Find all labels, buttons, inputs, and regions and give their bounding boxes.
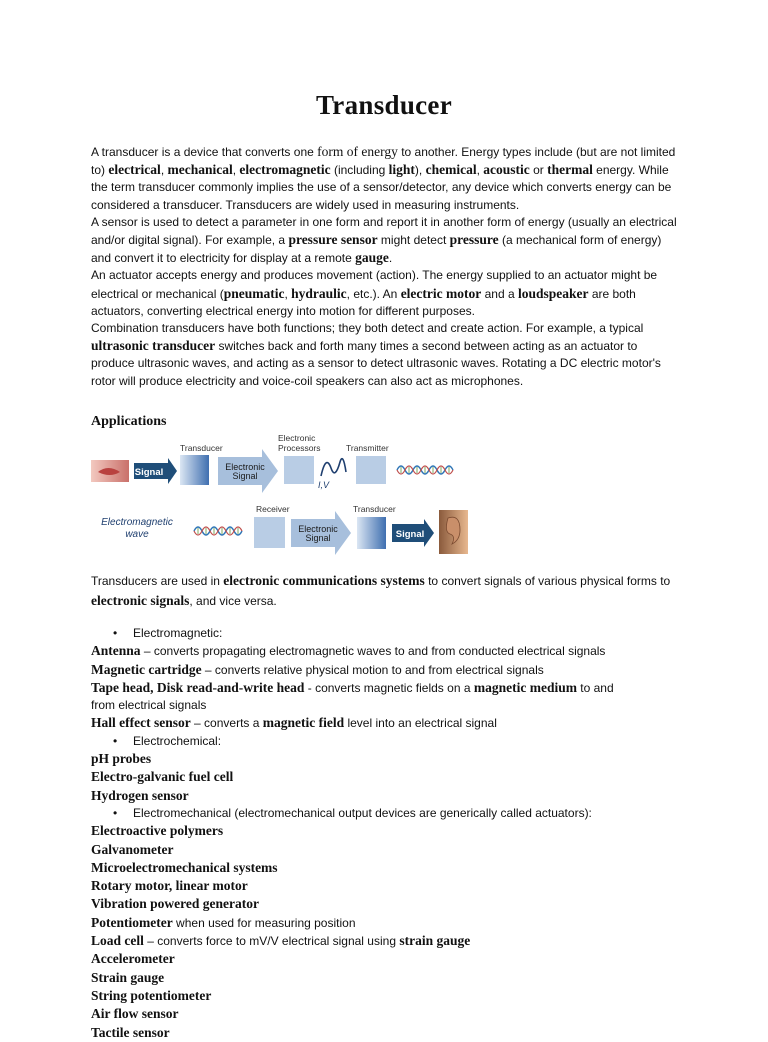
text-run: . <box>388 251 393 266</box>
link-pneumatic[interactable]: pneumatic <box>223 285 285 301</box>
link-ph-probes[interactable]: pH probes <box>91 751 152 767</box>
page-title: Transducer <box>316 90 452 120</box>
link-pressure[interactable]: pressure <box>449 232 499 248</box>
text-run: An actuator accepts energy and produces movement (action). The energy supplied to an actuator might be electrical or mechanical ( <box>91 268 658 301</box>
link-hydraulic[interactable]: hydraulic <box>291 285 347 301</box>
top-electronic-label-1: Electronic <box>225 462 265 472</box>
link-strain-gauge[interactable]: Strain gauge <box>91 969 165 985</box>
processors-box <box>284 456 314 484</box>
link-tape-head[interactable]: Tape head <box>91 679 151 695</box>
link-air-flow-sensor[interactable]: Air flow sensor <box>91 1006 179 1022</box>
diagram-svg <box>90 430 480 560</box>
bullet-icon: • <box>113 626 118 640</box>
link-vibration-generator[interactable]: Vibration powered generator <box>91 896 259 912</box>
link-string-potentiometer[interactable]: String potentiometer <box>91 987 212 1003</box>
text-run: , <box>232 163 240 178</box>
list-item <box>91 969 691 987</box>
item-desc: – converts force to mV/V electrical signal using <box>143 934 400 949</box>
usage-text <box>91 571 681 611</box>
link-electronic-communications[interactable]: electronic communications systems <box>223 573 425 588</box>
link-magnetic-cartridge[interactable]: Magnetic cartridge <box>91 661 202 677</box>
text-run: or <box>529 163 548 178</box>
bullet-icon: • <box>113 805 118 820</box>
text-run: Transducers are used in <box>91 574 224 588</box>
link-load-cell[interactable]: Load cell <box>91 933 144 949</box>
category-label: Electromagnetic: <box>133 626 223 640</box>
link-disk-head[interactable]: Disk read-and-write head <box>156 679 305 695</box>
top-dna-wave-icon <box>397 466 453 474</box>
bottom-electronic-label-1: Electronic <box>298 524 338 534</box>
link-electroactive-polymers[interactable]: Electroactive polymers <box>91 823 224 839</box>
link-accelerometer[interactable]: Accelerometer <box>91 951 175 967</box>
transmitter-box <box>356 456 386 484</box>
category-label: Electromechanical (electromechanical output devices are generically called actuators): <box>133 805 592 820</box>
text-run: , <box>160 163 168 178</box>
item-desc: from electrical signals <box>91 698 207 713</box>
link-light[interactable]: light <box>388 162 415 178</box>
text-run: (a mechanical form of energy) and convert it to electricity for display at a remote <box>91 233 662 266</box>
list-item <box>91 642 691 660</box>
receiver-label: Receiver <box>256 504 290 514</box>
list-item <box>91 932 691 950</box>
link-magnetic-medium[interactable]: magnetic medium <box>473 679 577 695</box>
text-run: might detect <box>377 233 450 248</box>
top-signal-label: Signal <box>134 467 164 478</box>
text-run: Combination transducers have both functions; they both detect and create action. For example, a typical <box>91 321 644 336</box>
list-item <box>91 1005 691 1023</box>
link-loudspeaker[interactable]: loudspeaker <box>517 285 589 301</box>
top-transducer-label: Transducer <box>180 443 223 453</box>
iv-label: I,V <box>318 480 330 490</box>
list-item <box>91 841 691 859</box>
text-run: ), <box>414 163 426 178</box>
bottom-transducer-box <box>357 517 386 549</box>
bottom-signal-label: Signal <box>395 529 425 540</box>
link-electric-motor[interactable]: electric motor <box>400 285 482 301</box>
link-acoustic[interactable]: acoustic <box>483 162 530 178</box>
text-run: energy. While the term transducer commonly implies the use of a sensor/detector, any device which converts energy can be considered a transducer. Transducers are widely used in measuring instruments. <box>91 163 672 212</box>
list-item <box>91 750 691 768</box>
list-item <box>91 914 691 932</box>
list-item <box>91 895 691 913</box>
link-chemical[interactable]: chemical <box>425 162 477 178</box>
item-desc: - converts magnetic fields on a <box>304 680 474 695</box>
link-tactile-sensor[interactable]: Tactile sensor <box>91 1024 170 1040</box>
text-run: , and vice versa. <box>189 594 277 608</box>
list-item <box>91 987 691 1005</box>
link-gauge[interactable]: gauge <box>355 250 389 266</box>
bullet-icon: • <box>113 733 118 748</box>
text-run: , <box>284 286 292 301</box>
link-thermal[interactable]: thermal <box>547 162 593 178</box>
list-item <box>91 661 691 679</box>
link-hydrogen-sensor[interactable]: Hydrogen sensor <box>91 787 189 803</box>
category-label: Electrochemical: <box>133 733 222 748</box>
item-sep: , <box>168 878 176 894</box>
category-electromechanical <box>91 805 691 822</box>
wave-label-2: wave <box>125 529 149 540</box>
text-run: to convert signals of various physical forms to <box>424 574 671 588</box>
link-pressure-sensor[interactable]: pressure sensor <box>288 232 378 248</box>
item-desc: level into an electrical signal <box>344 716 497 731</box>
link-electrical[interactable]: electrical <box>108 162 161 178</box>
text-run: and a <box>481 286 518 301</box>
category-electromagnetic <box>91 625 691 642</box>
category-electrochemical <box>91 733 691 750</box>
link-linear-motor[interactable]: linear motor <box>175 878 248 894</box>
link-galvanometer[interactable]: Galvanometer <box>91 841 174 857</box>
processors-label-2: Processors <box>278 443 321 453</box>
text-run: , etc.). An <box>346 286 401 301</box>
intro-paragraph-4 <box>91 320 683 390</box>
item-desc: – converts relative physical motion to and from electrical signals <box>201 662 544 677</box>
link-mems[interactable]: Microelectromechanical systems <box>91 859 278 875</box>
applications-heading: Applications <box>91 414 167 429</box>
wave-label-1: Electromagnetic <box>101 517 173 528</box>
text-run: A transducer is a device that converts one <box>91 145 318 159</box>
bottom-transducer-label: Transducer <box>353 504 396 514</box>
list-item <box>91 950 691 968</box>
waveform-icon <box>321 459 346 476</box>
link-electromagnetic[interactable]: electromagnetic <box>239 162 331 178</box>
text-run: switches back and forth many times a second between acting as an actuator to produce ultrasonic waves, and acting as a sensor to detect ultrasonic waves. Rotating a DC electric motor's rotor will produce electricity and voice-coil speakers can also act as microphones. <box>91 339 661 388</box>
intro-paragraph-1 <box>91 143 683 214</box>
receiver-box <box>254 517 285 548</box>
list-item <box>91 877 691 895</box>
text-run: A sensor is used to detect a parameter in one form and report it in another form of energy (usually an electrical and/or digital signal). For example, a <box>91 214 677 248</box>
link-ultrasonic-transducer[interactable]: ultrasonic transducer <box>91 338 216 354</box>
transducer-list <box>91 625 691 1042</box>
link-antenna[interactable]: Antenna <box>91 643 141 659</box>
intro-section <box>91 143 683 390</box>
list-item <box>91 1024 691 1042</box>
processors-label-1: Electronic <box>278 433 316 443</box>
top-electronic-label-2: Signal <box>232 471 258 481</box>
link-hall-effect[interactable]: Hall effect sensor <box>91 715 191 731</box>
communications-diagram <box>90 430 480 560</box>
list-item <box>91 714 691 732</box>
link-mechanical[interactable]: mechanical <box>167 162 233 178</box>
item-sep: , <box>150 679 157 695</box>
bottom-electronic-label-2: Signal <box>305 533 331 543</box>
link-magnetic-field[interactable]: magnetic field <box>262 715 345 731</box>
text-run: , <box>476 163 484 178</box>
text-run: (including <box>330 163 389 178</box>
top-transducer-box <box>180 455 209 485</box>
item-desc: to and <box>576 680 614 695</box>
list-item <box>91 859 691 877</box>
bottom-dna-wave-icon <box>194 527 242 535</box>
list-item <box>91 768 691 786</box>
text-run: to another. Energy types include (but are not limited to) <box>91 145 676 178</box>
link-form-of-energy[interactable]: form of energy <box>317 144 398 159</box>
list-item <box>91 679 691 697</box>
transmitter-label: Transmitter <box>346 443 389 453</box>
intro-paragraph-3 <box>91 267 683 320</box>
intro-paragraph-2 <box>91 214 683 268</box>
item-desc: when used for measuring position <box>172 915 356 930</box>
item-desc: – converts a <box>190 716 263 731</box>
list-item-continued <box>91 697 691 714</box>
list-item <box>91 787 691 805</box>
text-run: are both actuators, converting electrical energy into motion for different purposes. <box>91 286 636 318</box>
link-potentiometer[interactable]: Potentiometer <box>91 914 173 930</box>
link-strain-gauge-inline[interactable]: strain gauge <box>399 933 471 949</box>
list-item <box>91 822 691 840</box>
link-fuel-cell[interactable]: Electro-galvanic fuel cell <box>91 769 234 785</box>
item-desc: – converts propagating electromagnetic waves to and from conducted electrical signals <box>140 644 606 659</box>
link-electronic-signals[interactable]: electronic signals <box>91 593 190 608</box>
link-rotary-motor[interactable]: Rotary motor <box>91 878 169 894</box>
usage-paragraph <box>91 571 681 611</box>
